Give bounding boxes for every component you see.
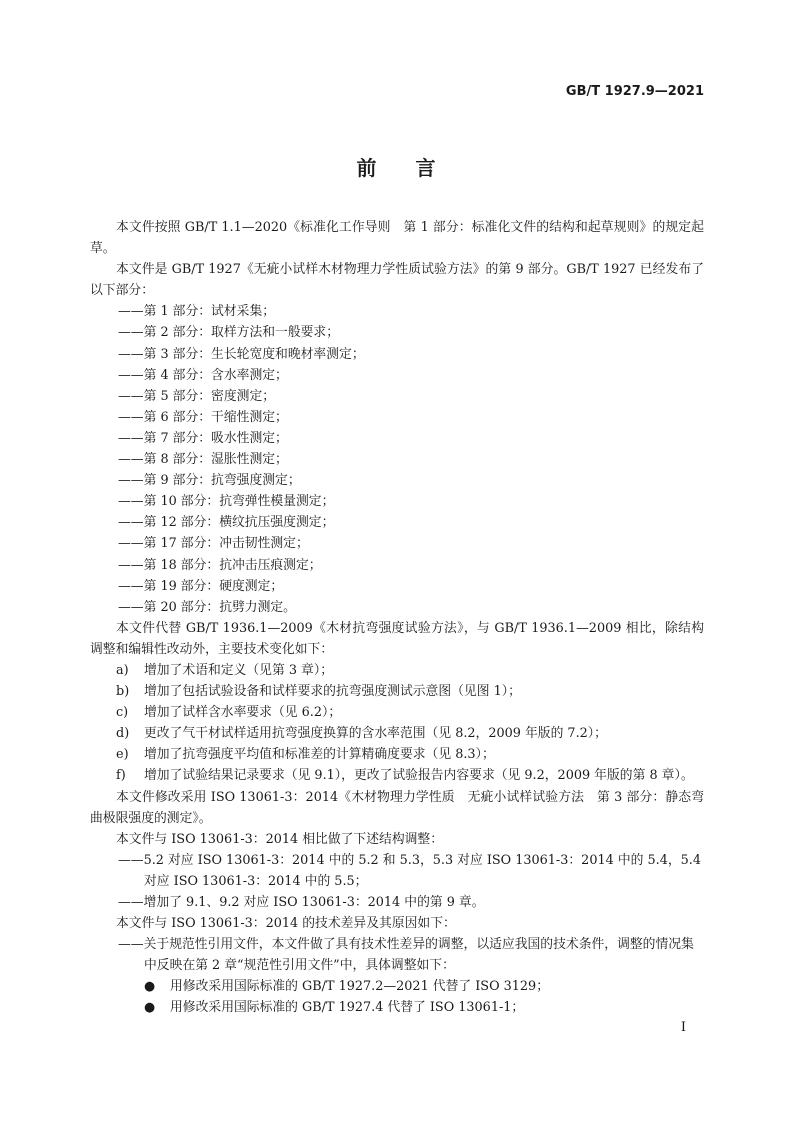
item-text: 增加了试验结果记录要求（见 9.1），更改了试验报告内容要求（见 9.2，2009 年版的第 8 章）。 [144, 768, 694, 784]
list-item [90, 660, 704, 681]
list-item: ——第 2 部分：取样方法和一般要求； [118, 325, 340, 341]
item-label: f) [116, 768, 126, 784]
page-number: I [680, 1020, 686, 1035]
list-item: ——5.2 对应 ISO 13061-3：2014 中的 5.2 和 5.3，5.3 对应 ISO 13061-3：2014 中的 5.4，5.4 对应 ISO 13061-3：2014 中的 5.5； [118, 852, 701, 889]
list-item: ——第 19 部分：硬度测定； [118, 578, 284, 594]
list-item: ——第 9 部分：抗弯强度测定； [118, 473, 301, 489]
paragraph: 本文件与 ISO 13061-3：2014 的技术差异及其原因如下： [116, 916, 456, 932]
document-body [90, 217, 704, 1019]
list-item: ——第 17 部分：冲击韧性测定； [118, 536, 309, 552]
item-text: 用修改采用国际标准的 GB/T 1927.4 代替了 ISO 13061-1； [170, 1000, 525, 1016]
list-item [90, 765, 704, 786]
item-text: 增加了抗弯强度平均值和标准差的计算精确度要求（见 8.3）； [144, 747, 495, 763]
list-item: ——第 10 部分：抗弯弹性模量测定； [118, 494, 335, 510]
item-text: 更改了气干材试样适用抗弯强度换算的含水率范围（见 8.2，2009 年版的 7.2）； [144, 726, 607, 742]
list-item: ——第 4 部分：含水率测定； [118, 367, 288, 383]
list-item [90, 723, 704, 744]
list-item: ——第 5 部分：密度测定； [118, 388, 276, 404]
page-title [0, 152, 794, 181]
bullet-item [90, 997, 704, 1018]
list-item: ——第 6 部分：干缩性测定； [118, 409, 288, 425]
list-item: ——关于规范性引用文件，本文件做了具有技术性差异的调整，以适应我国的技术条件，调整的情况集中反映在第 2 章“规范性引用文件”中，具体调整如下： [118, 937, 694, 974]
list-item: ——第 18 部分：抗冲击压痕测定； [118, 557, 322, 573]
list-item [90, 702, 704, 723]
list-item: ——第 20 部分：抗劈力测定。 [118, 599, 296, 615]
standard-number: GB/T 1927.9—2021 [565, 84, 704, 99]
item-label: d) [116, 726, 130, 742]
list-item: ——第 8 部分：湿胀性测定； [118, 452, 288, 468]
paragraph: 本文件修改采用 ISO 13061-3：2014《木材物理力学性质 无疵小试样试验方法 第 3 部分：静态弯曲极限强度的测定》。 [90, 789, 704, 826]
list-item: ——第 3 部分：生长轮宽度和晚材率测定； [118, 346, 365, 362]
item-label: e) [116, 747, 129, 763]
item-text: 增加了试样含水率要求（见 6.2）； [144, 705, 342, 721]
paragraph: 本文件是 GB/T 1927《无疵小试样木材物理力学性质试验方法》的第 9 部分。GB/T 1927 已经发布了以下部分： [90, 262, 704, 299]
paragraph: 本文件代替 GB/T 1936.1—2009《木材抗弯强度试验方法》，与 GB/T 1936.1—2009 相比，除结构调整和编辑性改动外，主要技术变化如下： [90, 620, 704, 657]
item-text: 用修改采用国际标准的 GB/T 1927.2—2021 代替了 ISO 3129； [170, 979, 549, 995]
title-char-1: 前 [356, 156, 379, 180]
bullet-icon: ● [144, 979, 156, 995]
item-text: 增加了术语和定义（见第 3 章）； [144, 662, 334, 678]
list-item: ——第 7 部分：吸水性测定； [118, 430, 288, 446]
list-item: ——第 12 部分：横纹抗压强度测定； [118, 515, 335, 531]
list-item: ——增加了 9.1、9.2 对应 ISO 13061-3：2014 中的第 9 章。 [118, 895, 485, 910]
item-text: 增加了包括试验设备和试样要求的抗弯强度测试示意图（见图 1）； [144, 684, 521, 700]
paragraph: 本文件按照 GB/T 1.1—2020《标准化工作导则 第 1 部分：标准化文件的结构和起草规则》的规定起草。 [90, 220, 704, 257]
item-label: a) [116, 662, 129, 678]
title-char-2: 言 [415, 156, 438, 180]
bullet-item [90, 976, 704, 997]
parts-list [90, 301, 704, 617]
paragraph: 本文件与 ISO 13061-3：2014 相比做了下述结构调整： [116, 831, 444, 847]
list-item [90, 744, 704, 765]
list-item: ——第 1 部分：试材采集； [118, 304, 276, 320]
item-label: c) [116, 705, 129, 721]
bullet-icon: ● [144, 1000, 156, 1016]
list-item [90, 681, 704, 702]
item-label: b) [116, 684, 130, 700]
technical-changes-list [90, 660, 704, 787]
